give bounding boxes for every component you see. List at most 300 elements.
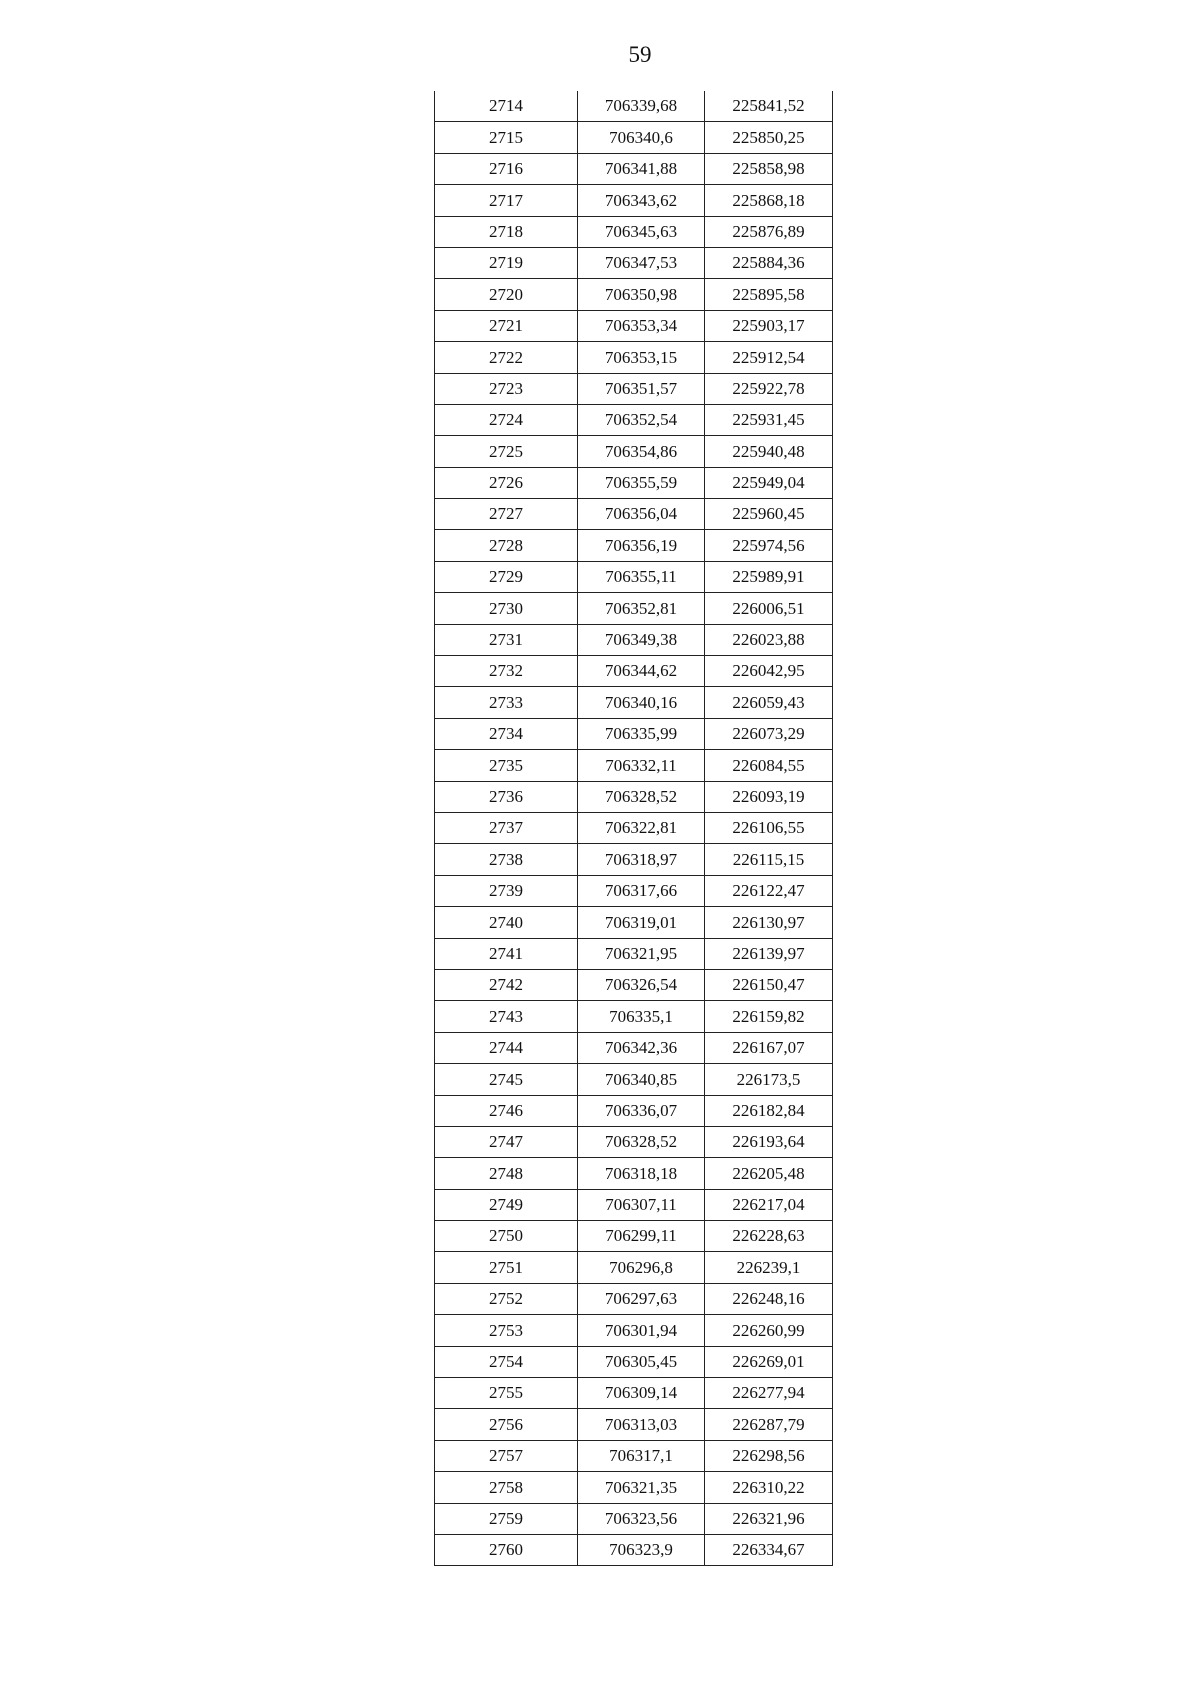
cell-text: 225931,45	[732, 410, 805, 430]
point-number-cell	[435, 310, 578, 341]
y-coordinate-cell	[705, 1378, 833, 1409]
y-coordinate-cell	[705, 530, 833, 561]
y-coordinate-cell	[705, 687, 833, 718]
point-number-cell	[435, 122, 578, 153]
cell-text: 2732	[489, 661, 523, 681]
x-coordinate-cell	[578, 1346, 705, 1377]
cell-text: 226059,43	[732, 692, 805, 712]
cell-text: 706328,52	[604, 786, 678, 806]
table-row	[435, 1126, 833, 1157]
cell-text: 706318,97	[604, 849, 678, 869]
y-coordinate-cell	[705, 781, 833, 812]
point-number-cell	[435, 750, 578, 781]
table-row	[435, 781, 833, 812]
table-row	[435, 718, 833, 749]
cell-text: 225960,45	[732, 504, 805, 524]
cell-text: 225884,36	[732, 253, 805, 273]
cell-text: 2729	[489, 567, 523, 587]
cell-text: 225922,78	[732, 378, 805, 398]
cell-text: 226167,07	[732, 1038, 805, 1058]
cell-text: 225949,04	[732, 473, 805, 493]
cell-text: 706307,11	[605, 1195, 677, 1215]
point-number-cell	[435, 1032, 578, 1063]
point-number-cell	[435, 1315, 578, 1346]
y-coordinate-cell	[705, 656, 833, 687]
point-number-cell	[435, 404, 578, 435]
table-row	[435, 1409, 833, 1440]
cell-text: 706356,19	[604, 535, 678, 555]
table-row	[435, 1472, 833, 1503]
table-row	[435, 844, 833, 875]
x-coordinate-cell	[578, 1283, 705, 1314]
cell-text: 226106,55	[732, 818, 805, 838]
page-number: 59	[628, 42, 652, 67]
cell-text: 226334,67	[732, 1540, 805, 1560]
table-row	[435, 907, 833, 938]
table-row	[435, 1001, 833, 1032]
cell-text: 706351,57	[604, 378, 678, 398]
y-coordinate-cell	[705, 1409, 833, 1440]
coordinates-table	[434, 91, 833, 1566]
point-number-cell	[435, 624, 578, 655]
x-coordinate-cell	[578, 373, 705, 404]
table-row	[435, 1315, 833, 1346]
cell-text: 2720	[489, 284, 523, 304]
table-row	[435, 1440, 833, 1471]
table-row	[435, 1064, 833, 1095]
x-coordinate-cell	[578, 499, 705, 530]
cell-text: 706323,9	[609, 1540, 673, 1560]
x-coordinate-cell	[578, 310, 705, 341]
y-coordinate-cell	[705, 1032, 833, 1063]
cell-text: 226260,99	[732, 1320, 805, 1340]
cell-text: 2758	[489, 1477, 523, 1497]
cell-text: 226139,97	[732, 943, 805, 963]
x-coordinate-cell	[578, 1472, 705, 1503]
cell-text: 226287,79	[732, 1414, 805, 1434]
point-number-cell	[435, 875, 578, 906]
cell-text: 226084,55	[732, 755, 805, 775]
table-row	[435, 91, 833, 122]
point-number-cell	[435, 1221, 578, 1252]
y-coordinate-cell	[705, 1503, 833, 1534]
point-number-cell	[435, 656, 578, 687]
x-coordinate-cell	[578, 969, 705, 1000]
cell-text: 706335,99	[604, 724, 678, 744]
cell-text: 2721	[489, 316, 523, 336]
point-number-cell	[435, 499, 578, 530]
point-number-cell	[435, 1252, 578, 1283]
table-row	[435, 436, 833, 467]
y-coordinate-cell	[705, 1534, 833, 1565]
x-coordinate-cell	[578, 812, 705, 843]
cell-text: 706356,04	[604, 504, 678, 524]
cell-text: 226321,96	[732, 1508, 805, 1528]
cell-text: 226093,19	[732, 786, 805, 806]
point-number-cell	[435, 1095, 578, 1126]
cell-text: 706321,95	[604, 943, 678, 963]
cell-text: 2752	[489, 1289, 523, 1309]
cell-text: 2731	[489, 630, 523, 650]
cell-text: 225876,89	[732, 221, 805, 241]
y-coordinate-cell	[705, 907, 833, 938]
cell-text: 706341,88	[604, 159, 678, 179]
y-coordinate-cell	[705, 91, 833, 122]
cell-text: 226173,5	[736, 1069, 801, 1089]
point-number-cell	[435, 781, 578, 812]
point-number-cell	[435, 436, 578, 467]
x-coordinate-cell	[578, 1315, 705, 1346]
cell-text: 226073,29	[732, 724, 805, 744]
point-number-cell	[435, 373, 578, 404]
cell-text: 225989,91	[732, 567, 805, 587]
point-number-cell	[435, 185, 578, 216]
x-coordinate-cell	[578, 1064, 705, 1095]
table-row	[435, 1283, 833, 1314]
cell-text: 226298,56	[732, 1446, 805, 1466]
cell-text: 2733	[489, 692, 523, 712]
x-coordinate-cell	[578, 938, 705, 969]
cell-text: 2756	[489, 1414, 523, 1434]
y-coordinate-cell	[705, 1472, 833, 1503]
cell-text: 226217,04	[732, 1195, 805, 1215]
cell-text: 706349,38	[604, 630, 678, 650]
cell-text: 706319,01	[604, 912, 678, 932]
y-coordinate-cell	[705, 404, 833, 435]
point-number-cell	[435, 718, 578, 749]
cell-text: 706352,81	[604, 598, 678, 618]
cell-text: 226277,94	[732, 1383, 805, 1403]
cell-text: 225868,18	[732, 190, 805, 210]
x-coordinate-cell	[578, 656, 705, 687]
table-row	[435, 875, 833, 906]
point-number-cell	[435, 969, 578, 1000]
x-coordinate-cell	[578, 185, 705, 216]
point-number-cell	[435, 1283, 578, 1314]
table-row	[435, 404, 833, 435]
point-number-cell	[435, 561, 578, 592]
cell-text: 226182,84	[732, 1100, 805, 1120]
table-row	[435, 122, 833, 153]
cell-text: 225841,52	[732, 96, 805, 116]
cell-text: 706326,54	[604, 975, 678, 995]
cell-text: 2749	[489, 1195, 523, 1215]
x-coordinate-cell	[578, 342, 705, 373]
point-number-cell	[435, 153, 578, 184]
y-coordinate-cell	[705, 1158, 833, 1189]
cell-text: 2727	[489, 504, 523, 524]
cell-text: 225850,25	[732, 127, 805, 147]
x-coordinate-cell	[578, 1221, 705, 1252]
y-coordinate-cell	[705, 1001, 833, 1032]
table-row	[435, 467, 833, 498]
cell-text: 2715	[489, 127, 523, 147]
cell-text: 226193,64	[732, 1132, 805, 1152]
point-number-cell	[435, 1534, 578, 1565]
y-coordinate-cell	[705, 1283, 833, 1314]
table-row	[435, 687, 833, 718]
table-row	[435, 1534, 833, 1565]
x-coordinate-cell	[578, 875, 705, 906]
x-coordinate-cell	[578, 1252, 705, 1283]
cell-text: 706347,53	[604, 253, 678, 273]
x-coordinate-cell	[578, 216, 705, 247]
cell-text: 2743	[489, 1006, 523, 1026]
table-row	[435, 1221, 833, 1252]
cell-text: 2722	[489, 347, 523, 367]
cell-text: 706350,98	[604, 284, 678, 304]
y-coordinate-cell	[705, 750, 833, 781]
table-row	[435, 812, 833, 843]
cell-text: 226115,15	[732, 849, 805, 869]
point-number-cell	[435, 938, 578, 969]
x-coordinate-cell	[578, 1095, 705, 1126]
table-row	[435, 342, 833, 373]
x-coordinate-cell	[578, 1534, 705, 1565]
y-coordinate-cell	[705, 373, 833, 404]
x-coordinate-cell	[578, 1409, 705, 1440]
table-row	[435, 185, 833, 216]
y-coordinate-cell	[705, 1346, 833, 1377]
cell-text: 706340,6	[609, 127, 673, 147]
table-row	[435, 279, 833, 310]
cell-text: 706297,63	[604, 1289, 678, 1309]
table-row	[435, 247, 833, 278]
cell-text: 706339,68	[604, 96, 678, 116]
cell-text: 706344,62	[604, 661, 678, 681]
cell-text: 225903,17	[732, 316, 805, 336]
cell-text: 706352,54	[604, 410, 678, 430]
cell-text: 706335,1	[609, 1006, 673, 1026]
x-coordinate-cell	[578, 436, 705, 467]
y-coordinate-cell	[705, 279, 833, 310]
y-coordinate-cell	[705, 812, 833, 843]
point-number-cell	[435, 1378, 578, 1409]
x-coordinate-cell	[578, 687, 705, 718]
table-row	[435, 1032, 833, 1063]
cell-text: 2728	[489, 535, 523, 555]
y-coordinate-cell	[705, 499, 833, 530]
cell-text: 2734	[489, 724, 523, 744]
cell-text: 706305,45	[604, 1352, 678, 1372]
cell-text: 706296,8	[609, 1257, 673, 1277]
y-coordinate-cell	[705, 122, 833, 153]
y-coordinate-cell	[705, 185, 833, 216]
cell-text: 706340,85	[604, 1069, 678, 1089]
point-number-cell	[435, 844, 578, 875]
table-row	[435, 310, 833, 341]
point-number-cell	[435, 1503, 578, 1534]
cell-text: 2719	[489, 253, 523, 273]
cell-text: 706343,62	[604, 190, 678, 210]
point-number-cell	[435, 1001, 578, 1032]
y-coordinate-cell	[705, 1095, 833, 1126]
cell-text: 706313,03	[604, 1414, 678, 1434]
y-coordinate-cell	[705, 718, 833, 749]
cell-text: 2753	[489, 1320, 523, 1340]
y-coordinate-cell	[705, 1064, 833, 1095]
cell-text: 226159,82	[732, 1006, 805, 1026]
cell-text: 706336,07	[604, 1100, 678, 1120]
cell-text: 2724	[489, 410, 523, 430]
y-coordinate-cell	[705, 310, 833, 341]
point-number-cell	[435, 342, 578, 373]
cell-text: 2744	[489, 1038, 523, 1058]
cell-text: 706318,18	[604, 1163, 678, 1183]
cell-text: 226239,1	[736, 1257, 801, 1277]
cell-text: 706299,11	[605, 1226, 677, 1246]
x-coordinate-cell	[578, 1378, 705, 1409]
cell-text: 706332,11	[605, 755, 677, 775]
cell-text: 2735	[489, 755, 523, 775]
cell-text: 2757	[489, 1446, 523, 1466]
x-coordinate-cell	[578, 1126, 705, 1157]
cell-text: 2725	[489, 441, 523, 461]
cell-text: 706317,66	[604, 881, 678, 901]
table-row	[435, 1503, 833, 1534]
point-number-cell	[435, 247, 578, 278]
y-coordinate-cell	[705, 593, 833, 624]
cell-text: 2739	[489, 881, 523, 901]
cell-text: 706340,16	[604, 692, 678, 712]
cell-text: 2736	[489, 786, 523, 806]
cell-text: 706353,34	[604, 316, 678, 336]
y-coordinate-cell	[705, 624, 833, 655]
cell-text: 706321,35	[604, 1477, 678, 1497]
x-coordinate-cell	[578, 404, 705, 435]
cell-text: 226269,01	[732, 1352, 805, 1372]
cell-text: 2738	[489, 849, 523, 869]
point-number-cell	[435, 907, 578, 938]
table-row	[435, 153, 833, 184]
cell-text: 706309,14	[604, 1383, 678, 1403]
x-coordinate-cell	[578, 1503, 705, 1534]
x-coordinate-cell	[578, 718, 705, 749]
x-coordinate-cell	[578, 530, 705, 561]
cell-text: 2718	[489, 221, 523, 241]
x-coordinate-cell	[578, 750, 705, 781]
x-coordinate-cell	[578, 91, 705, 122]
cell-text: 706323,56	[604, 1508, 678, 1528]
cell-text: 2742	[489, 975, 523, 995]
cell-text: 706355,59	[604, 473, 678, 493]
cell-text: 2754	[489, 1352, 523, 1372]
x-coordinate-cell	[578, 907, 705, 938]
coordinates-table-body	[435, 91, 833, 1566]
cell-text: 706317,1	[609, 1446, 673, 1466]
table-row	[435, 216, 833, 247]
cell-text: 226023,88	[732, 630, 805, 650]
table-row	[435, 1095, 833, 1126]
cell-text: 2741	[489, 943, 523, 963]
cell-text: 2714	[489, 96, 523, 116]
x-coordinate-cell	[578, 1158, 705, 1189]
cell-text: 226150,47	[732, 975, 805, 995]
y-coordinate-cell	[705, 938, 833, 969]
cell-text: 226006,51	[732, 598, 805, 618]
point-number-cell	[435, 1126, 578, 1157]
cell-text: 2745	[489, 1069, 523, 1089]
cell-text: 225858,98	[732, 159, 805, 179]
table-row	[435, 624, 833, 655]
point-number-cell	[435, 279, 578, 310]
table-row	[435, 499, 833, 530]
x-coordinate-cell	[578, 467, 705, 498]
table-row	[435, 750, 833, 781]
cell-text: 706342,36	[604, 1038, 678, 1058]
point-number-cell	[435, 1409, 578, 1440]
y-coordinate-cell	[705, 844, 833, 875]
y-coordinate-cell	[705, 1315, 833, 1346]
x-coordinate-cell	[578, 624, 705, 655]
cell-text: 226130,97	[732, 912, 805, 932]
point-number-cell	[435, 1158, 578, 1189]
cell-text: 706322,81	[604, 818, 678, 838]
point-number-cell	[435, 91, 578, 122]
x-coordinate-cell	[578, 781, 705, 812]
cell-text: 2746	[489, 1100, 523, 1120]
y-coordinate-cell	[705, 1126, 833, 1157]
y-coordinate-cell	[705, 216, 833, 247]
cell-text: 2747	[489, 1132, 523, 1152]
cell-text: 706345,63	[604, 221, 678, 241]
cell-text: 225940,48	[732, 441, 805, 461]
cell-text: 2716	[489, 159, 523, 179]
y-coordinate-cell	[705, 969, 833, 1000]
table-row	[435, 561, 833, 592]
cell-text: 2726	[489, 473, 523, 493]
cell-text: 706353,15	[604, 347, 678, 367]
point-number-cell	[435, 1346, 578, 1377]
cell-text: 2748	[489, 1163, 523, 1183]
table-row	[435, 593, 833, 624]
table-row	[435, 969, 833, 1000]
cell-text: 2750	[489, 1226, 523, 1246]
point-number-cell	[435, 530, 578, 561]
cell-text: 2755	[489, 1383, 523, 1403]
cell-text: 2730	[489, 598, 523, 618]
y-coordinate-cell	[705, 342, 833, 373]
cell-text: 225912,54	[732, 347, 805, 367]
table-row	[435, 1158, 833, 1189]
point-number-cell	[435, 216, 578, 247]
x-coordinate-cell	[578, 1440, 705, 1471]
x-coordinate-cell	[578, 593, 705, 624]
table-row	[435, 373, 833, 404]
table-row	[435, 656, 833, 687]
y-coordinate-cell	[705, 1221, 833, 1252]
y-coordinate-cell	[705, 247, 833, 278]
table-row	[435, 1252, 833, 1283]
cell-text: 2737	[489, 818, 523, 838]
x-coordinate-cell	[578, 844, 705, 875]
x-coordinate-cell	[578, 1001, 705, 1032]
table-row	[435, 530, 833, 561]
cell-text: 226228,63	[732, 1226, 805, 1246]
x-coordinate-cell	[578, 1032, 705, 1063]
cell-text: 225895,58	[732, 284, 805, 304]
cell-text: 706301,94	[604, 1320, 678, 1340]
y-coordinate-cell	[705, 875, 833, 906]
cell-text: 706354,86	[604, 441, 678, 461]
table-row	[435, 938, 833, 969]
cell-text: 226042,95	[732, 661, 805, 681]
point-number-cell	[435, 1189, 578, 1220]
point-number-cell	[435, 1472, 578, 1503]
x-coordinate-cell	[578, 122, 705, 153]
cell-text: 2740	[489, 912, 523, 932]
cell-text: 226205,48	[732, 1163, 805, 1183]
